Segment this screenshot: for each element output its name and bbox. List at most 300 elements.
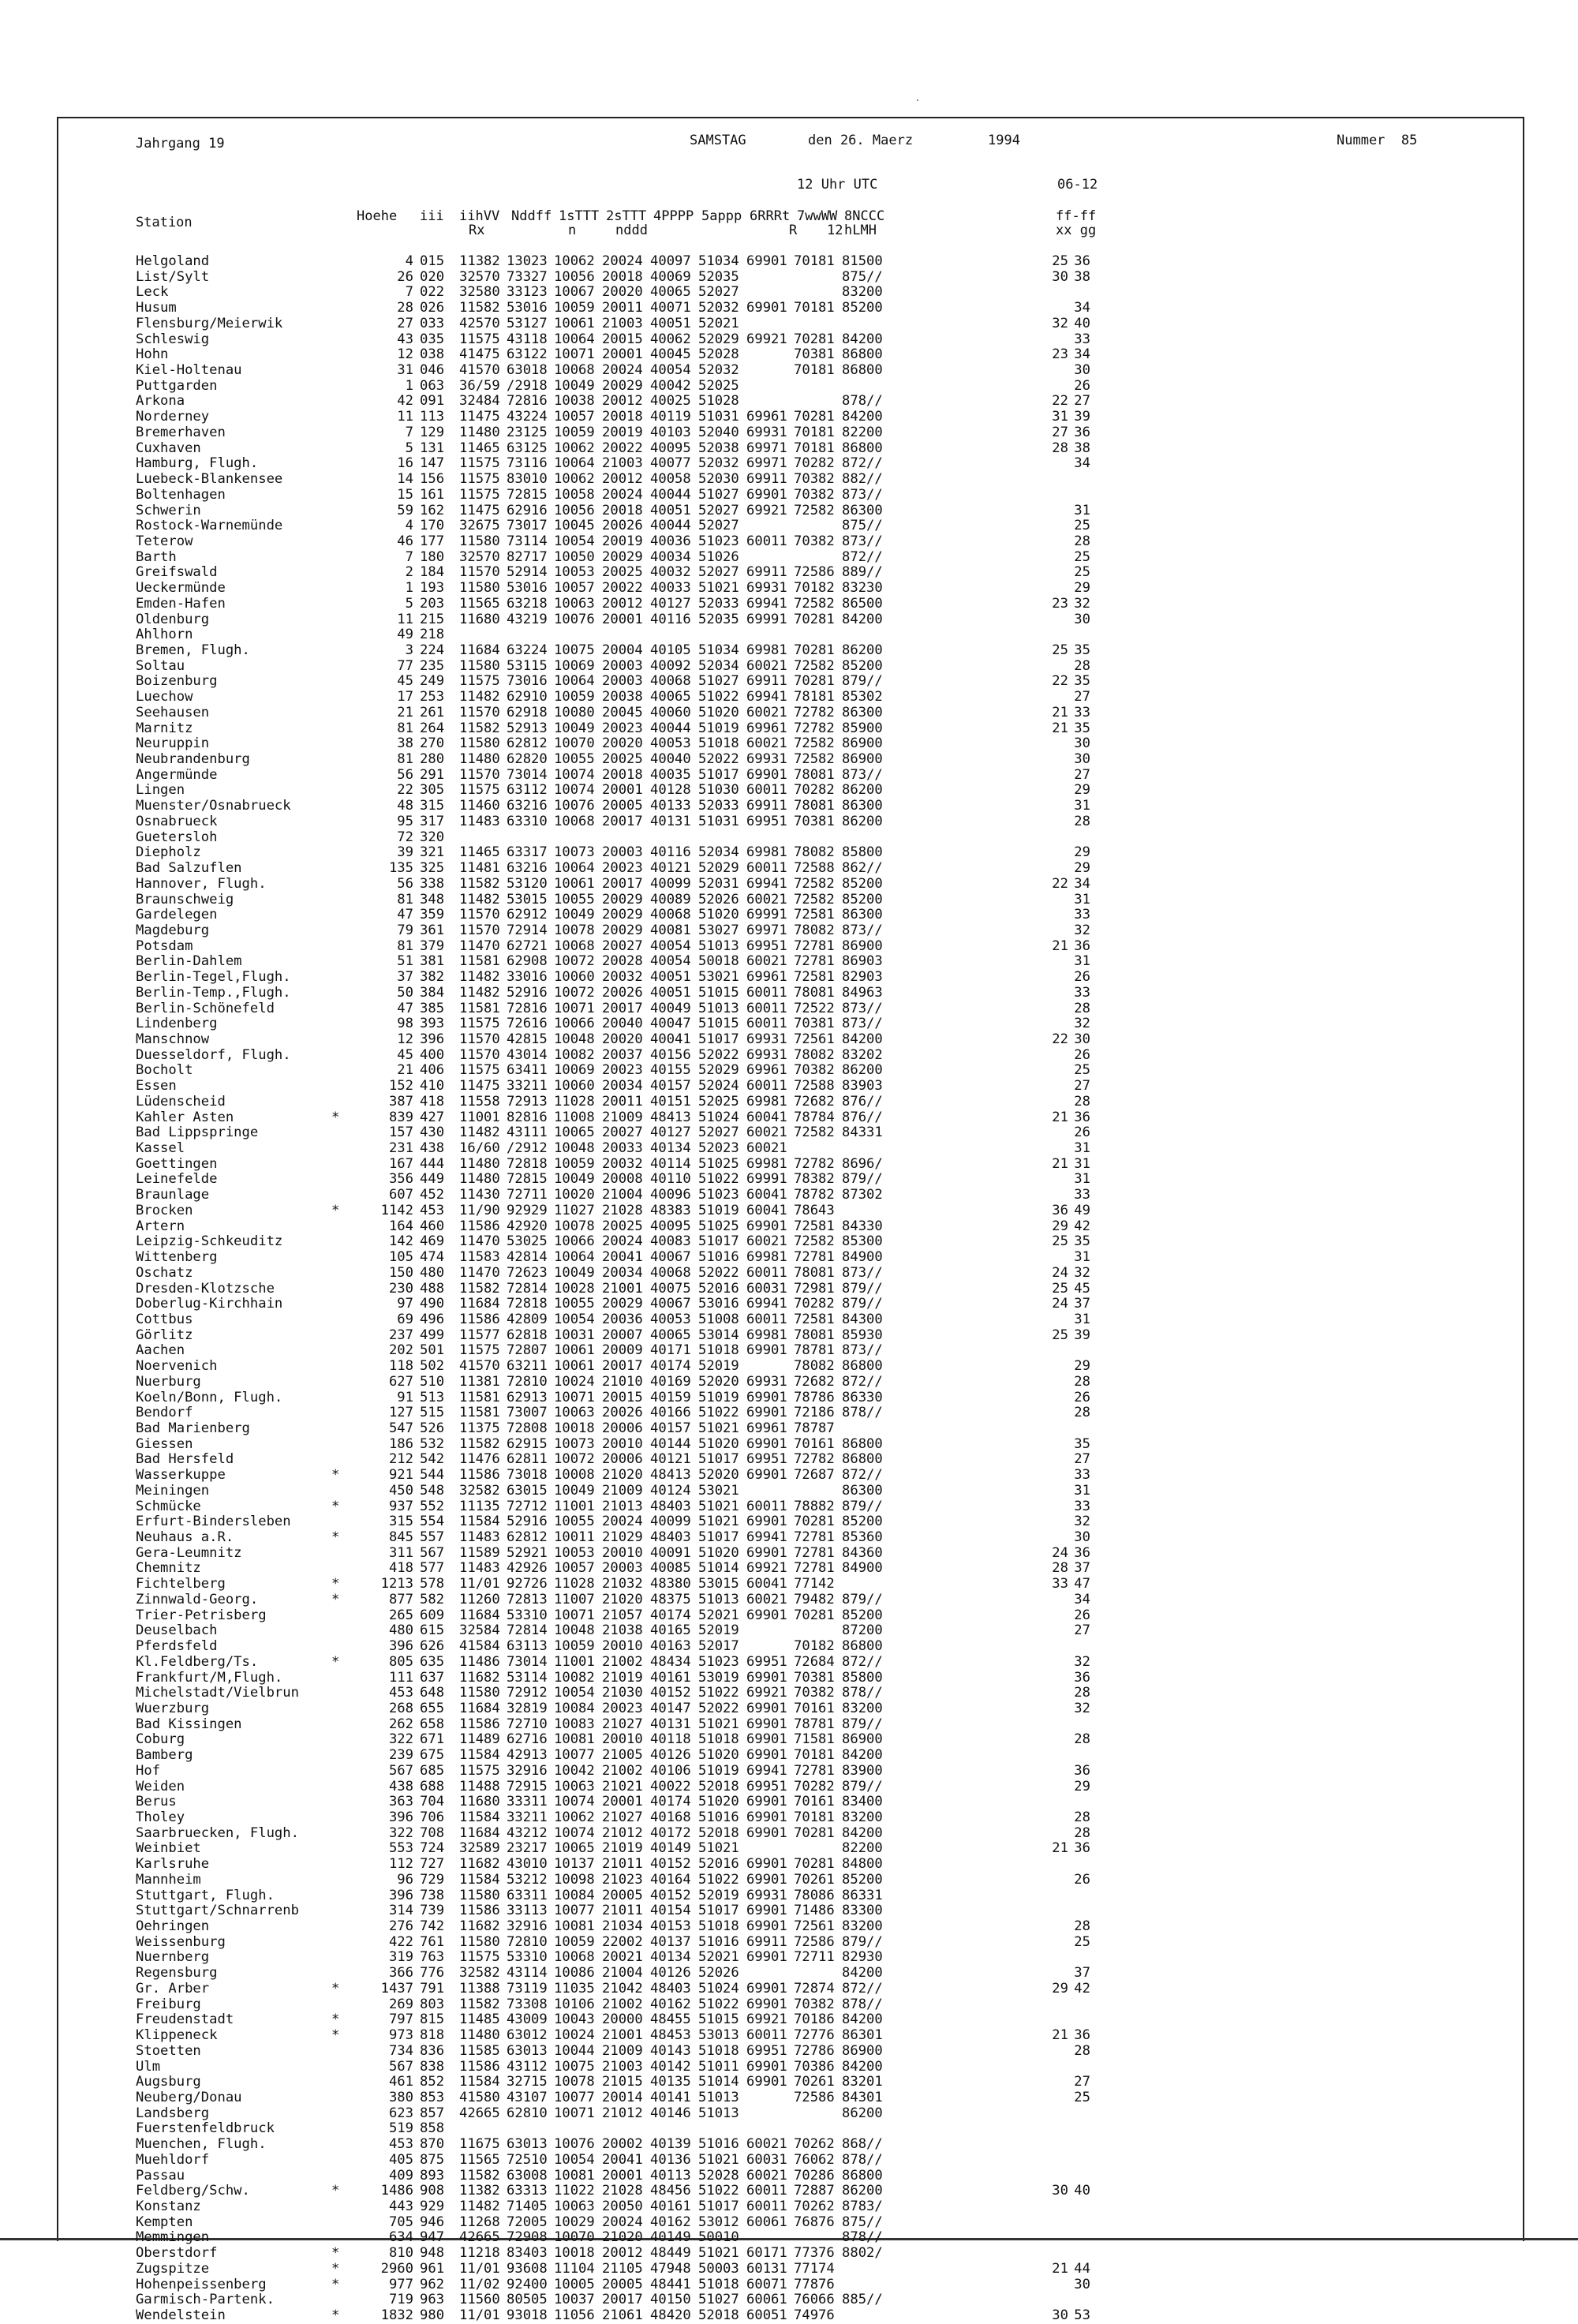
gust-peak: 31: [1074, 1249, 1090, 1266]
code-nddff: 42815: [507, 1031, 548, 1047]
code-5appp: 51017: [698, 1903, 739, 1919]
code-8nccc: 872//: [842, 1373, 883, 1390]
gust-peak: 32: [1074, 1514, 1090, 1530]
code-7wwww: 72588: [794, 860, 835, 877]
code-nddff: 53115: [507, 657, 548, 674]
code-7wwww: 70281: [794, 611, 835, 627]
station-row: [0, 1048, 1184, 1064]
code-4pppp: 40134: [650, 1140, 691, 1157]
code-5appp: 51027: [698, 673, 739, 690]
code-iii: 502: [420, 1358, 445, 1375]
code-iihvv: 11570: [459, 922, 500, 938]
code-nddff: 52916: [507, 984, 548, 1001]
gust-peak: 30: [1074, 1529, 1090, 1546]
station-row: [0, 347, 1184, 363]
code-5appp: 51021: [698, 580, 739, 597]
station-row: [0, 1514, 1184, 1530]
code-7wwww: 72782: [794, 1155, 835, 1172]
station-row: [0, 1375, 1184, 1390]
code-8nccc: 873//: [842, 1342, 883, 1359]
code-7wwww: 70181: [794, 362, 835, 379]
code-5appp: 53012: [698, 2214, 739, 2230]
station-row: [0, 2292, 1184, 2308]
code-5appp: 52018: [698, 1778, 739, 1794]
code-7wwww: 78081: [794, 1264, 835, 1281]
code-iii: 320: [420, 829, 445, 845]
station-height: 96: [397, 1871, 413, 1888]
code-nddff: 72814: [507, 1280, 548, 1297]
code-8nccc: 86200: [842, 1062, 883, 1079]
station-name: Guetersloh: [136, 829, 218, 845]
code-4pppp: 40092: [650, 657, 691, 674]
code-2sttt: 20032: [602, 1155, 643, 1172]
gust-peak: 25: [1074, 564, 1090, 581]
station-row: [0, 1141, 1184, 1157]
code-2sttt: 20001: [602, 346, 643, 363]
code-2sttt: 20024: [602, 486, 643, 503]
gust-peak: 29: [1074, 1358, 1090, 1375]
code-iii: 469: [420, 1233, 445, 1250]
station-height: 167: [388, 1155, 413, 1172]
code-8nccc: 86200: [842, 642, 883, 658]
code-2sttt: 21029: [602, 1529, 643, 1546]
code-5appp: 51022: [698, 2183, 739, 2199]
col-7wwww: 7wwWW: [797, 208, 838, 224]
code-2sttt: 21020: [602, 1591, 643, 1607]
code-7wwww: 72581: [794, 1218, 835, 1234]
station-name: Hamburg, Flugh.: [136, 455, 259, 472]
code-1sttt: 10062: [554, 253, 595, 269]
code-2sttt: 20023: [602, 1062, 643, 1079]
code-iihvv: 11580: [459, 580, 500, 597]
code-2sttt: 20020: [602, 735, 643, 752]
code-4pppp: 40174: [650, 1358, 691, 1375]
code-iii: 170: [420, 518, 445, 534]
code-iihvv: 11580: [459, 1887, 500, 1903]
code-2sttt: 20029: [602, 548, 643, 565]
station-name: Ahlhorn: [136, 627, 193, 643]
code-7wwww: 72874: [794, 1980, 835, 1997]
code-1sttt: 10083: [554, 1716, 595, 1732]
station-name: Ueckermünde: [136, 580, 226, 597]
code-nddff: 72623: [507, 1264, 548, 1281]
code-2sttt: 20027: [602, 937, 643, 954]
code-iihvv: 41580: [459, 2089, 500, 2105]
code-nddff: 73007: [507, 1405, 548, 1421]
code-6rrrt: 69901: [746, 1903, 787, 1919]
gust-peak: 28: [1074, 2042, 1090, 2059]
code-iii: 026: [420, 300, 445, 316]
gust-peak: 34: [1074, 455, 1090, 472]
code-5appp: 51018: [698, 1342, 739, 1359]
code-2sttt: 20017: [602, 1358, 643, 1375]
code-1sttt: 10072: [554, 1451, 595, 1468]
station-height: 28: [397, 300, 413, 316]
code-nddff: 63008: [507, 2167, 548, 2184]
code-5appp: 51013: [698, 1591, 739, 1607]
code-iihvv: 11582: [459, 875, 500, 892]
station-height: 877: [388, 1591, 413, 1607]
code-4pppp: 40106: [650, 1762, 691, 1779]
code-6rrrt: 69901: [746, 1871, 787, 1888]
code-iihvv: 11570: [459, 564, 500, 581]
code-2sttt: 20034: [602, 1264, 643, 1281]
code-1sttt: 10060: [554, 969, 595, 986]
code-1sttt: 10059: [554, 1638, 595, 1655]
code-5appp: 51022: [698, 1871, 739, 1888]
station-row: [0, 752, 1184, 768]
station-height: 97: [397, 1296, 413, 1312]
code-7wwww: 71581: [794, 1731, 835, 1748]
code-5appp: 51016: [698, 1249, 739, 1266]
code-iii: 393: [420, 1016, 445, 1032]
code-5appp: 51017: [698, 2199, 739, 2214]
gust-peak: 36: [1074, 1669, 1090, 1686]
station-height: 39: [397, 844, 413, 861]
code-nddff: 43212: [507, 1824, 548, 1841]
station-name: Nuerburg: [136, 1373, 201, 1390]
station-name: Bad Lippspringe: [136, 1125, 259, 1141]
code-iii: 264: [420, 720, 445, 736]
code-iii: 515: [420, 1405, 445, 1421]
code-nddff: 53127: [507, 315, 548, 331]
code-8nccc: 83903: [842, 1078, 883, 1095]
gust-peak: 34: [1074, 346, 1090, 363]
code-2sttt: 20026: [602, 984, 643, 1001]
code-2sttt: 20001: [602, 782, 643, 799]
gust-peak: 29: [1074, 782, 1090, 799]
code-6rrrt: 69921: [746, 2012, 787, 2028]
code-2sttt: 20037: [602, 1046, 643, 1063]
gust-peak: 30: [1074, 751, 1090, 768]
gust-max: 21: [1052, 937, 1068, 954]
code-nddff: 53212: [507, 1871, 548, 1888]
station-height: 12: [397, 346, 413, 363]
code-7wwww: 72782: [794, 1451, 835, 1468]
code-5appp: 51013: [698, 2089, 739, 2105]
code-8nccc: 84900: [842, 1249, 883, 1266]
code-iihvv: 11586: [459, 1218, 500, 1234]
code-iii: 400: [420, 1046, 445, 1063]
code-2sttt: 20041: [602, 2151, 643, 2168]
code-4pppp: 48441: [650, 2276, 691, 2292]
code-iihvv: 11580: [459, 1685, 500, 1701]
code-5appp: 52033: [698, 595, 739, 612]
code-iihvv: 36/59: [459, 377, 500, 394]
code-iihvv: 11575: [459, 471, 500, 488]
code-8nccc: 86900: [842, 2042, 883, 2059]
code-nddff: /2918: [507, 377, 548, 394]
code-8nccc: 84800: [842, 1856, 883, 1873]
station-height: 21: [397, 1062, 413, 1079]
code-6rrrt: 60011: [746, 533, 787, 549]
station-height: 311: [388, 1544, 413, 1561]
code-8nccc: 876//: [842, 1109, 883, 1125]
code-1sttt: 10056: [554, 268, 595, 285]
gust-peak: 28: [1074, 1000, 1090, 1016]
station-name: Cuxhaven: [136, 440, 201, 456]
code-7wwww: 72981: [794, 1280, 835, 1297]
code-2sttt: 21011: [602, 1856, 643, 1873]
code-2sttt: 20015: [602, 1389, 643, 1405]
code-1sttt: 10065: [554, 1840, 595, 1857]
code-5appp: 51021: [698, 2151, 739, 2168]
code-1sttt: 10029: [554, 2214, 595, 2230]
station-height: 322: [388, 1731, 413, 1748]
code-2sttt: 20033: [602, 1140, 643, 1157]
code-7wwww: 70181: [794, 300, 835, 316]
gust-peak: 37: [1074, 1296, 1090, 1312]
code-1sttt: 10011: [554, 1529, 595, 1546]
gust-peak: 42: [1074, 1218, 1090, 1234]
station-name: Berlin-Dahlem: [136, 953, 242, 970]
code-1sttt: 10055: [554, 1296, 595, 1312]
code-8nccc: 84200: [842, 2012, 883, 2028]
code-nddff: 52914: [507, 564, 548, 581]
code-iii: 688: [420, 1778, 445, 1794]
station-name: Boizenburg: [136, 673, 218, 690]
code-2sttt: 21027: [602, 1809, 643, 1825]
code-iii: 501: [420, 1342, 445, 1359]
station-name: Berlin-Temp.,Flugh.: [136, 984, 291, 1001]
code-5appp: 52034: [698, 657, 739, 674]
station-row: [0, 1857, 1184, 1873]
station-name: Stoetten: [136, 2042, 201, 2059]
code-6rrrt: 60021: [746, 1233, 787, 1250]
code-6rrrt: 69901: [746, 2074, 787, 2090]
code-4pppp: 40033: [650, 580, 691, 597]
station-row: [0, 1592, 1184, 1608]
station-height: 1: [405, 377, 413, 394]
code-2sttt: 20022: [602, 440, 643, 456]
code-7wwww: 70382: [794, 1685, 835, 1701]
code-7wwww: 70261: [794, 2074, 835, 2090]
code-4pppp: 40174: [650, 1607, 691, 1623]
code-5appp: 52033: [698, 798, 739, 814]
station-name: Lingen: [136, 782, 185, 799]
code-1sttt: 10064: [554, 673, 595, 690]
station-row: [0, 986, 1184, 1001]
code-iihvv: 11481: [459, 860, 500, 877]
code-6rrrt: 60011: [746, 782, 787, 799]
code-2sttt: 20025: [602, 751, 643, 768]
code-nddff: 42814: [507, 1249, 548, 1266]
gust-peak: 28: [1074, 1731, 1090, 1748]
code-1sttt: 10082: [554, 1046, 595, 1063]
station-row: [0, 1188, 1184, 1203]
code-iihvv: 41570: [459, 362, 500, 379]
code-2sttt: 20023: [602, 1700, 643, 1716]
station-name: Gr. Arber: [136, 1980, 210, 1997]
code-5appp: 51019: [698, 720, 739, 736]
code-1sttt: 10049: [554, 377, 595, 394]
station-row: [0, 2215, 1184, 2231]
station-name: List/Sylt: [136, 268, 210, 285]
code-2sttt: 20029: [602, 922, 643, 938]
gust-max: 29: [1052, 1980, 1068, 1997]
station-row: [0, 1779, 1184, 1795]
code-nddff: 72510: [507, 2151, 548, 2168]
code-nddff: 63113: [507, 1638, 548, 1655]
station-row: [0, 830, 1184, 846]
code-6rrrt: 69941: [746, 875, 787, 892]
station-height: 634: [388, 2229, 413, 2246]
code-1sttt: 10018: [554, 1420, 595, 1436]
code-iihvv: 11480: [459, 1171, 500, 1188]
code-6rrrt: 69921: [746, 1560, 787, 1577]
code-8nccc: 872//: [842, 548, 883, 565]
station-height: 15: [397, 486, 413, 503]
code-6rrrt: 69921: [746, 502, 787, 518]
code-6rrrt: 60031: [746, 1280, 787, 1297]
gust-peak: 36: [1074, 2027, 1090, 2044]
code-6rrrt: 60021: [746, 1591, 787, 1607]
gust-peak: 33: [1074, 1467, 1090, 1484]
code-1sttt: 10069: [554, 657, 595, 674]
code-5appp: 51020: [698, 907, 739, 923]
code-4pppp: 40124: [650, 1482, 691, 1499]
station-row: [0, 425, 1184, 441]
code-6rrrt: 60021: [746, 1125, 787, 1141]
code-6rrrt: 60041: [746, 1576, 787, 1592]
code-6rrrt: 69991: [746, 611, 787, 627]
col-5appp: 5appp: [701, 208, 742, 224]
code-6rrrt: 60041: [746, 1187, 787, 1203]
code-nddff: 83403: [507, 2245, 548, 2262]
col-6rrrt-sub: R: [789, 223, 798, 238]
code-iii: 852: [420, 2074, 445, 2090]
code-iihvv: 11/90: [459, 1202, 500, 1218]
station-row: [0, 1997, 1184, 2013]
gust-peak: 28: [1074, 1373, 1090, 1390]
station-height: 734: [388, 2042, 413, 2059]
gust-max: 31: [1052, 409, 1068, 425]
code-1sttt: 10071: [554, 346, 595, 363]
code-1sttt: 10064: [554, 455, 595, 472]
station-row: [0, 1203, 1184, 1219]
station-row: [0, 441, 1184, 457]
code-nddff: 93608: [507, 2260, 548, 2277]
code-7wwww: 70382: [794, 486, 835, 503]
station-height: 7: [405, 424, 413, 440]
station-name: Memmingen: [136, 2229, 210, 2246]
code-7wwww: 72582: [794, 502, 835, 518]
station-row: [0, 1125, 1184, 1141]
gust-peak: 40: [1074, 2183, 1090, 2199]
code-iii: 893: [420, 2167, 445, 2184]
station-name: Meiningen: [136, 1482, 210, 1499]
station-row: [0, 2230, 1184, 2246]
col-1sttt-sub: n: [568, 223, 577, 238]
code-4pppp: 40062: [650, 331, 691, 347]
gust-peak: 27: [1074, 393, 1090, 410]
code-1sttt: 10081: [554, 1918, 595, 1935]
code-5appp: 51019: [698, 1762, 739, 1779]
code-iihvv: 11580: [459, 1933, 500, 1950]
code-8nccc: 878//: [842, 1685, 883, 1701]
gust-peak: 32: [1074, 1653, 1090, 1670]
code-6rrrt: 69971: [746, 922, 787, 938]
code-7wwww: 70381: [794, 813, 835, 829]
station-name: Hof: [136, 1762, 161, 1779]
code-7wwww: 78787: [794, 1420, 835, 1436]
code-iihvv: 11575: [459, 1949, 500, 1966]
gust-peak: 25: [1074, 548, 1090, 565]
station-row: [0, 2106, 1184, 2122]
code-7wwww: 72582: [794, 657, 835, 674]
station-name: Schmücke: [136, 1498, 201, 1514]
code-7wwww: 72582: [794, 891, 835, 908]
code-2sttt: 21001: [602, 2027, 643, 2044]
code-5appp: 51019: [698, 1202, 739, 1218]
station-height: 380: [388, 2089, 413, 2105]
code-2sttt: 21020: [602, 2229, 643, 2246]
code-nddff: 62812: [507, 1529, 548, 1546]
code-iihvv: 11575: [459, 331, 500, 347]
gust-peak: 39: [1074, 1327, 1090, 1343]
code-1sttt: 10080: [554, 704, 595, 720]
code-5appp: 51023: [698, 1653, 739, 1670]
code-7wwww: 70262: [794, 2199, 835, 2214]
code-iihvv: 11382: [459, 253, 500, 269]
code-2sttt: 20045: [602, 704, 643, 720]
code-4pppp: 48375: [650, 1591, 691, 1607]
code-iihvv: 11482: [459, 969, 500, 986]
code-8nccc: 86300: [842, 1482, 883, 1499]
mountain-station-marker: *: [331, 2276, 340, 2292]
code-iii: 761: [420, 1933, 445, 1950]
code-7wwww: 72582: [794, 751, 835, 768]
code-5appp: 52027: [698, 502, 739, 518]
station-name: Muenster/Osnabrueck: [136, 798, 291, 814]
code-8nccc: 84360: [842, 1544, 883, 1561]
code-iii: 496: [420, 1311, 445, 1327]
code-5appp: 52024: [698, 1078, 739, 1095]
code-8nccc: 87302: [842, 1187, 883, 1203]
station-row: [0, 1282, 1184, 1297]
gust-peak: 33: [1074, 984, 1090, 1001]
code-8nccc: 879//: [842, 1171, 883, 1188]
code-4pppp: 40174: [650, 1794, 691, 1810]
code-nddff: 73327: [507, 268, 548, 285]
station-row: [0, 908, 1184, 923]
code-1sttt: 10049: [554, 1482, 595, 1499]
station-name: Schleswig: [136, 331, 210, 347]
gust-peak: 32: [1074, 1016, 1090, 1032]
code-6rrrt: 69951: [746, 813, 787, 829]
code-5appp: 51018: [698, 1918, 739, 1935]
date-label: den 26. Maerz: [808, 133, 914, 148]
code-4pppp: 40069: [650, 268, 691, 285]
gust-peak: 28: [1074, 1824, 1090, 1841]
code-7wwww: 70282: [794, 455, 835, 472]
code-7wwww: 72781: [794, 1249, 835, 1266]
gust-peak: 31: [1074, 1171, 1090, 1188]
code-2sttt: 20029: [602, 377, 643, 394]
station-row: [0, 2121, 1184, 2137]
code-2sttt: 21028: [602, 1202, 643, 1218]
code-1sttt: 10063: [554, 1778, 595, 1794]
code-1sttt: 10068: [554, 813, 595, 829]
code-iihvv: 11586: [459, 1311, 500, 1327]
gust-max: 22: [1052, 1031, 1068, 1047]
code-4pppp: 40119: [650, 409, 691, 425]
code-5appp: 51020: [698, 704, 739, 720]
code-2sttt: 21009: [602, 1482, 643, 1499]
code-6rrrt: 69931: [746, 1046, 787, 1063]
mountain-station-marker: *: [331, 1576, 340, 1592]
station-row: [0, 1935, 1184, 1951]
